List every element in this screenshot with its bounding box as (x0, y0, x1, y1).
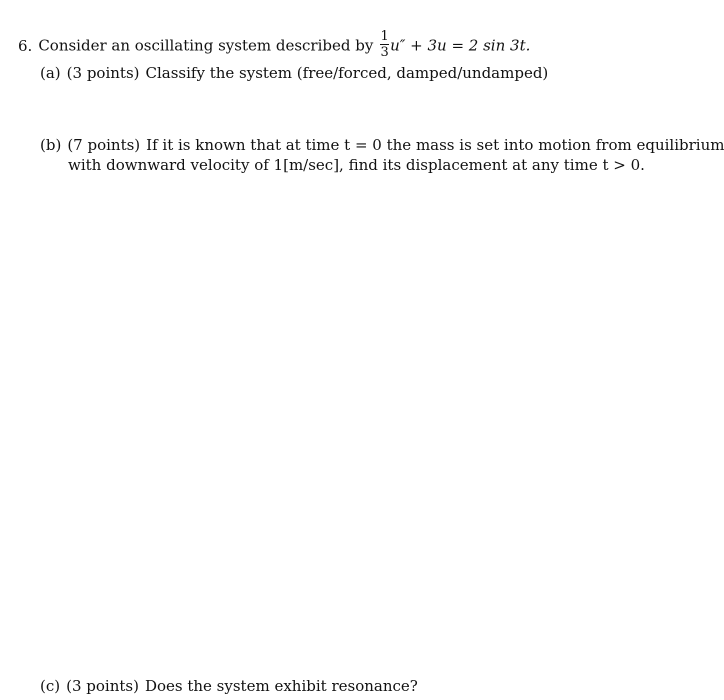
part-a-label: (a) (40, 64, 61, 82)
fraction-numerator: 1 (380, 29, 389, 44)
part-b-points: (7 points) (67, 136, 141, 154)
question-lead-text: Consider an oscillating system described by (38, 36, 374, 55)
part-a-text: Classify the system (free/forced, damped/undamped) (145, 64, 549, 82)
fraction-denominator: 3 (380, 45, 389, 60)
part-b-line-2 (68, 155, 645, 175)
part-c (40, 676, 418, 696)
equation-tail: u″ + 3u = 2 sin 3t. (390, 36, 531, 55)
part-c-label: (c) (40, 677, 61, 695)
part-b-line-1 (40, 135, 724, 155)
part-c-text: Does the system exhibit resonance? (144, 677, 418, 695)
fraction-one-third (380, 30, 389, 59)
part-a-points: (3 points) (66, 64, 140, 82)
part-b-label: (b) (40, 136, 62, 154)
part-c-points: (3 points) (66, 677, 139, 695)
question-number: 6. (18, 36, 33, 55)
part-b-text-line-1: If it is known that at time t = 0 the mass is set into motion from equilibrium (146, 136, 724, 154)
question-6-statement (18, 29, 531, 61)
part-b-text-line-2: with downward velocity of 1[m/sec], find its displacement at any time t > 0. (68, 156, 645, 174)
part-a (40, 63, 548, 83)
